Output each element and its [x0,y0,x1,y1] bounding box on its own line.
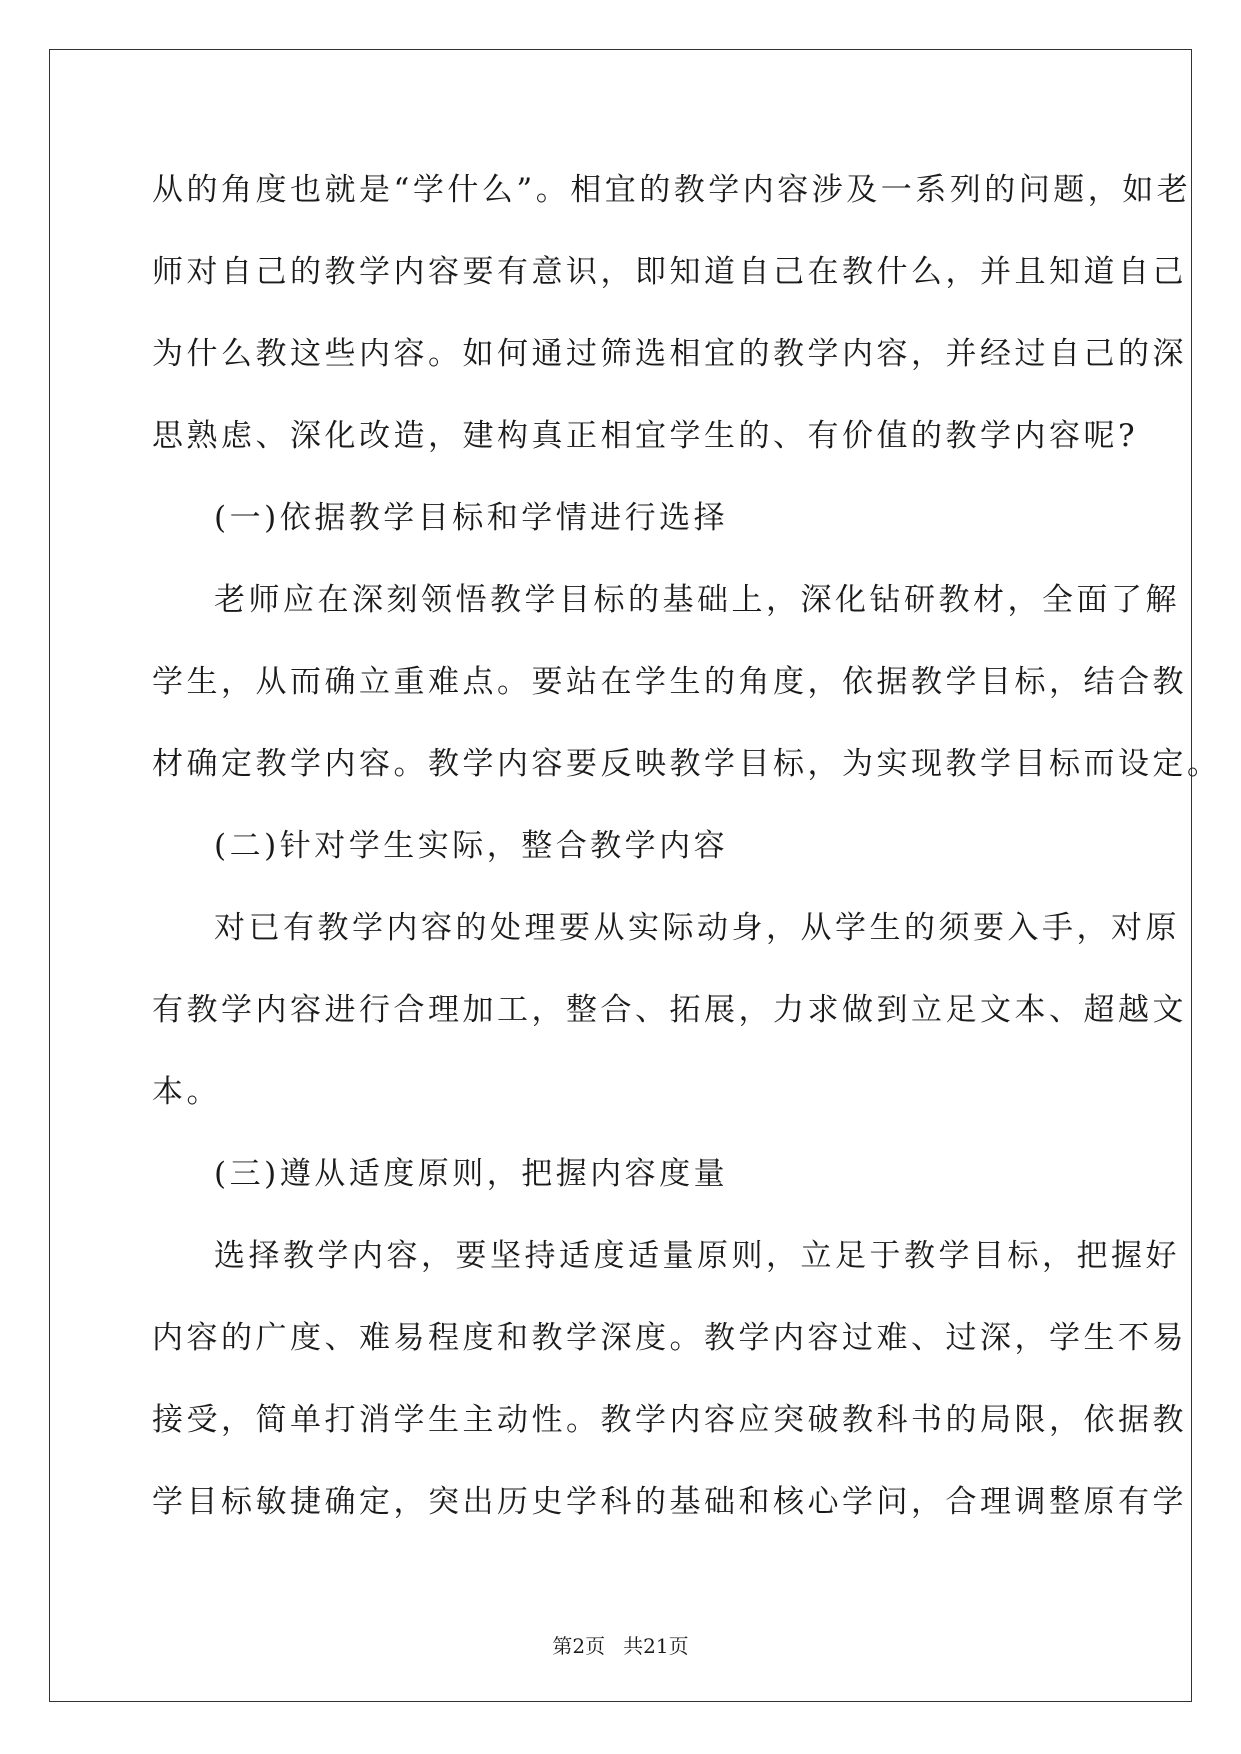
text-line: 师对自己的教学内容要有意识，即知道自己在教什么，并且知道自己 [152,254,1187,290]
page-footer [0,1630,1241,1659]
text-line: 为什么教这些内容。如何通过筛选相宜的教学内容，并经过自己的深 [152,336,1187,372]
text-line: 学目标敏捷确定，突出历史学科的基础和核心学问，合理调整原有学 [152,1484,1187,1520]
text-line: 对已有教学内容的处理要从实际动身，从学生的须要入手，对原 [214,910,1180,946]
section-heading-2: (二)针对学生实际，整合教学内容 [214,828,729,864]
page-total: 共21页 [623,1634,689,1658]
section-heading-3: (三)遵从适度原则，把握内容度量 [214,1156,729,1192]
document-body [152,160,1222,1554]
text-line: 接受，简单打消学生主动性。教学内容应突破教科书的局限，依据教 [152,1402,1187,1438]
text-line: 选择教学内容，要坚持适度适量原则，立足于教学目标，把握好 [214,1238,1180,1274]
text-line: 学生，从而确立重难点。要站在学生的角度，依据教学目标，结合教 [152,664,1187,700]
text-line: 有教学内容进行合理加工，整合、拓展，力求做到立足文本、超越文 [152,992,1187,1028]
page-number: 第2页 [552,1634,606,1658]
section-heading-1: (一)依据教学目标和学情进行选择 [214,500,729,536]
text-line: 老师应在深刻领悟教学目标的基础上，深化钻研教材，全面了解 [214,582,1180,618]
text-line: 本。 [152,1074,221,1110]
text-line: 材确定教学内容。教学内容要反映教学目标，为实现教学目标而设定。 [152,746,1222,782]
text-line: 内容的广度、难易程度和教学深度。教学内容过难、过深，学生不易 [152,1320,1187,1356]
text-line: 从的角度也就是“学什么”。相宜的教学内容涉及一系列的问题，如老 [152,172,1192,208]
text-line: 思熟虑、深化改造，建构真正相宜学生的、有价值的教学内容呢? [152,418,1139,454]
